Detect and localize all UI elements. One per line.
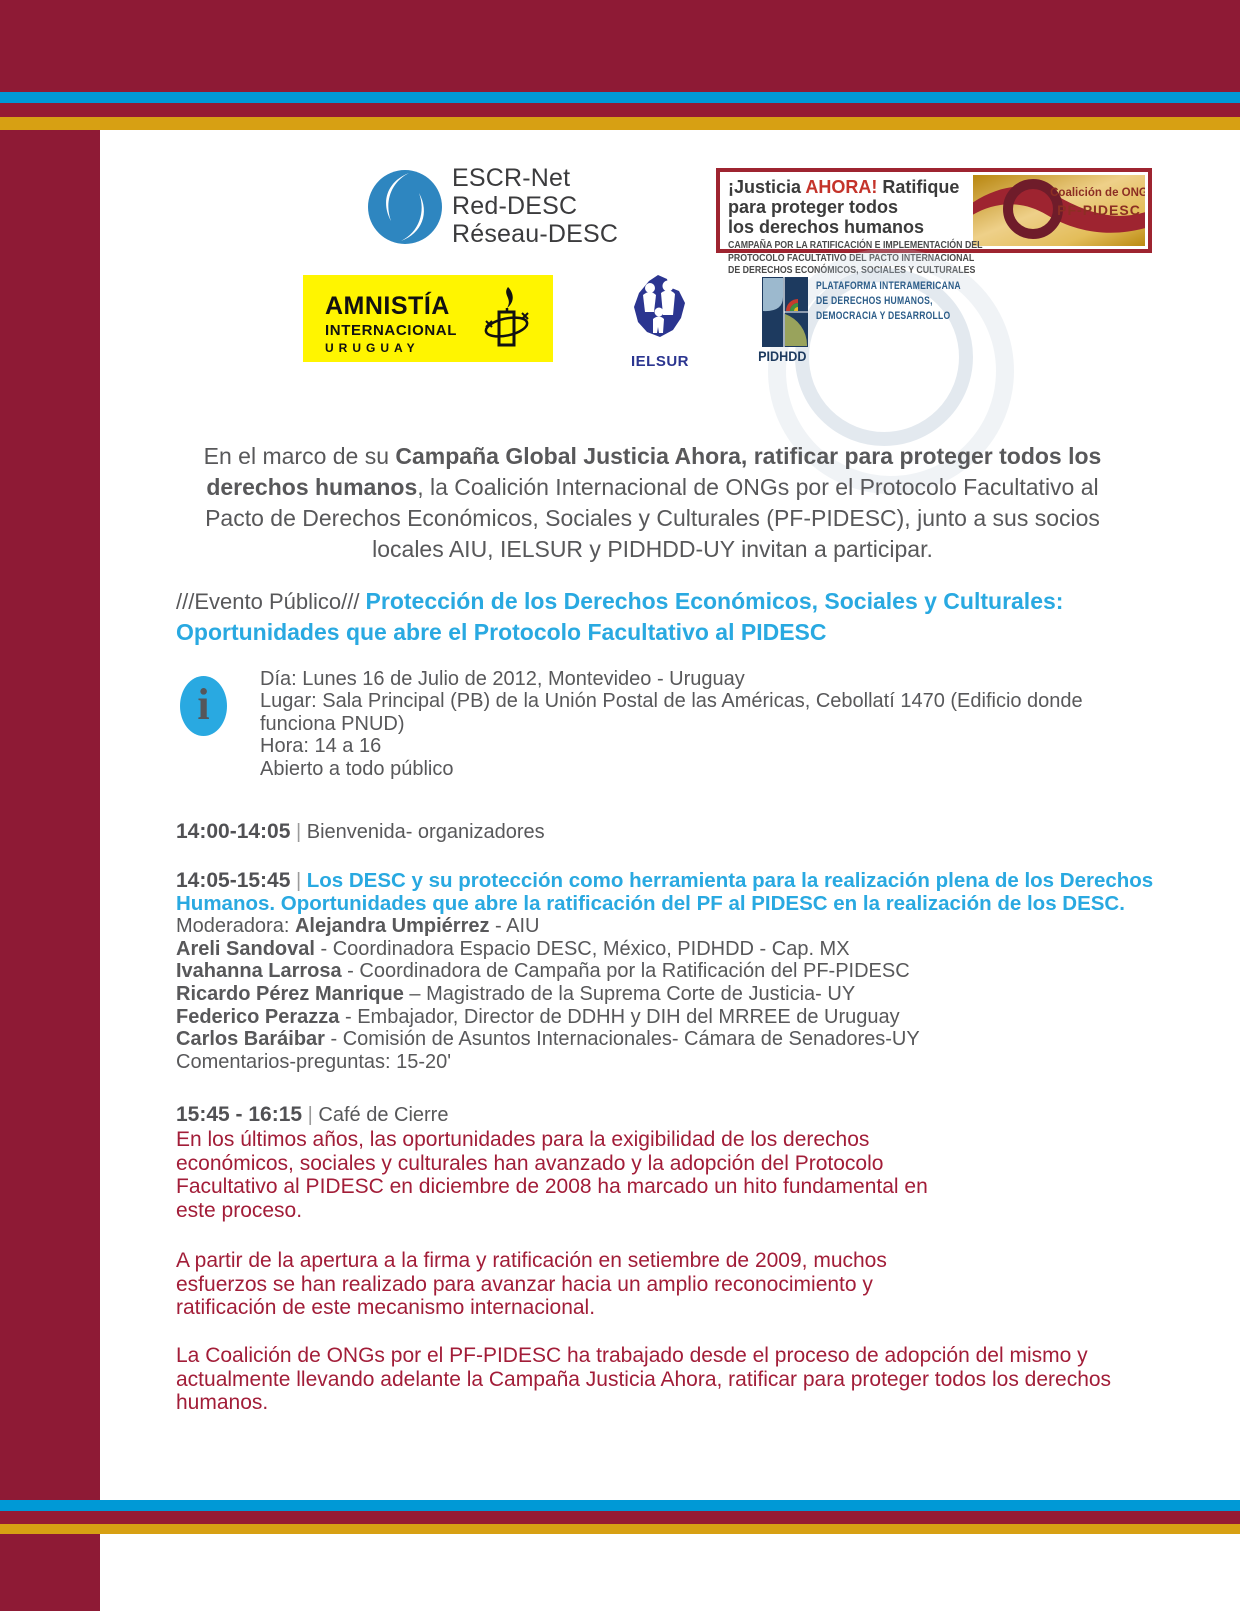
bottom-stripe-maroon xyxy=(0,1511,1240,1524)
banner-title: ¡Justicia AHORA! Ratifique para proteger todos los derechos humanos xyxy=(728,177,960,237)
info-details: Día: Lunes 16 de Julio de 2012, Montevideo - Uruguay Lugar: Sala Principal (PB) de la Unión Postal de las Américas, Cebollatí 1470 (Edificio donde funciona PNUD) Hora: 14 a 16 Abierto a todo público xyxy=(260,668,1083,780)
body-paragraph-3: La Coalición de ONGs por el PF-PIDESC ha trabajado desde el proceso de adopción del mismo y actualmente llevando adelante la Campaña Justicia Ahora, ratificar para proteger todos los derechos humanos. xyxy=(176,1344,1112,1415)
ielsur-people-icon xyxy=(630,274,690,346)
escr-net-globe-icon xyxy=(368,170,442,244)
schedule-item-welcome: 14:00-14:05 | Bienvenida- organizadores xyxy=(176,820,545,843)
escr-line-3: Réseau-DESC xyxy=(452,220,619,248)
event-heading: ///Evento Público/// Protección de los Derechos Económicos, Sociales y Culturales: Oportunidades que abre el Protocolo Facultativo al PIDESC xyxy=(176,588,1064,645)
banner-text-column xyxy=(720,172,983,276)
top-stripe-gold xyxy=(0,117,1240,130)
top-stripe-blue xyxy=(0,92,1240,103)
schedule-item-closing: 15:45 - 16:15 | Café de Cierre xyxy=(176,1103,449,1126)
amnesty-logo xyxy=(303,275,553,362)
banner-subtitle: CAMPAÑA POR LA RATIFICACIÓN E IMPLEMENTACIÓN DEL PROTOCOLO FACULTATIVO DEL PACTO INTERNACIONAL DE DERECHOS ECONÓMICOS, SOCIALES Y CULTURALES xyxy=(728,240,983,276)
body-paragraph-1: En los últimos años, las oportunidades para la exigibilidad de los derechos económicos, sociales y culturales han avanzado y la adopción del Protocolo Facultativo al PIDESC en diciembre de 2008 ha marcado un hito fundamental en este proceso. xyxy=(176,1128,928,1222)
coalition-line-2: PF-PIDESC xyxy=(1057,202,1141,218)
header-band xyxy=(0,0,1240,92)
escr-net-wordmark xyxy=(452,164,618,248)
pidhdd-word-line-2: DE DERECHOS HUMANOS, xyxy=(816,295,933,307)
pidhdd-word-line-1: PLATAFORMA INTERAMERICANA xyxy=(816,280,961,292)
left-accent-bar xyxy=(0,0,100,1611)
amnesty-line-1: AMNISTÍA xyxy=(325,292,450,320)
pidhdd-logo xyxy=(750,266,961,376)
coalition-line-1: Coalición de ONG xyxy=(1050,187,1145,199)
bottom-stripe-blue xyxy=(0,1500,1240,1511)
justicia-ahora-banner xyxy=(716,168,1152,276)
pidhdd-label: PIDHDD xyxy=(758,348,807,364)
escr-line-2: Red-DESC xyxy=(452,192,578,220)
amnesty-line-3: URUGUAY xyxy=(325,341,420,355)
amnesty-candle-icon xyxy=(483,285,531,356)
coalition-seal xyxy=(973,175,1145,249)
ielsur-logo xyxy=(628,274,692,370)
body-paragraph-2: A partir de la apertura a la firma y ratificación en setiembre de 2009, muchos esfuerzos se han realizado para avanzar hacia un amplio reconocimiento y ratificación de este mecanismo internacional. xyxy=(176,1249,887,1320)
info-icon xyxy=(180,676,227,736)
ielsur-label: IELSUR xyxy=(630,353,689,370)
intro-paragraph: En el marco de su Campaña Global Justicia Ahora, ratificar para proteger todos los derechos humanos, la Coalición Internacional de ONGs por el Protocolo Facultativo al Pacto de Derechos Económicos, Sociales y Culturales (PF-PIDESC), junto a sus socios locales AIU, IELSUR y PIDHDD-UY invitan a participar. xyxy=(203,443,1102,562)
pidhdd-word-line-3: DEMOCRACIA Y DESARROLLO xyxy=(816,310,951,322)
escr-line-1: ESCR-Net xyxy=(452,164,571,192)
bottom-stripe-gold xyxy=(0,1524,1240,1534)
schedule-item-session: 14:05-15:45 | Los DESC y su protección como herramienta para la realización plena de los Derechos Humanos. Oportunidades que abre la ratificación del PF al PIDESC en la realización de los DESC. Moderadora: Alejandra Umpiérrez - AIU Areli Sandoval - Coordinadora Espacio DESC, México, PIDHDD - Cap. MX Ivahanna Larrosa - Coordinadora de Campaña por la Ratificación del PF-PIDESC Ricardo Pérez Manrique – Magistrado de la Suprema Corte de Justicia- UY Federico Perazza - Embajador, Director de DDHH y DIH del MRREE de Uruguay Carlos Baráibar - Comisión de Asuntos Internacionales- Cámara de Senadores-UY Comentarios-preguntas: 15-20' xyxy=(176,869,1154,1073)
top-stripe-maroon xyxy=(0,103,1240,117)
pidhdd-wordmark xyxy=(816,279,961,324)
amnesty-line-2: INTERNACIONAL xyxy=(325,322,457,339)
pidhdd-mark-icon xyxy=(762,277,808,352)
info-icon-glyph: i xyxy=(197,680,210,729)
